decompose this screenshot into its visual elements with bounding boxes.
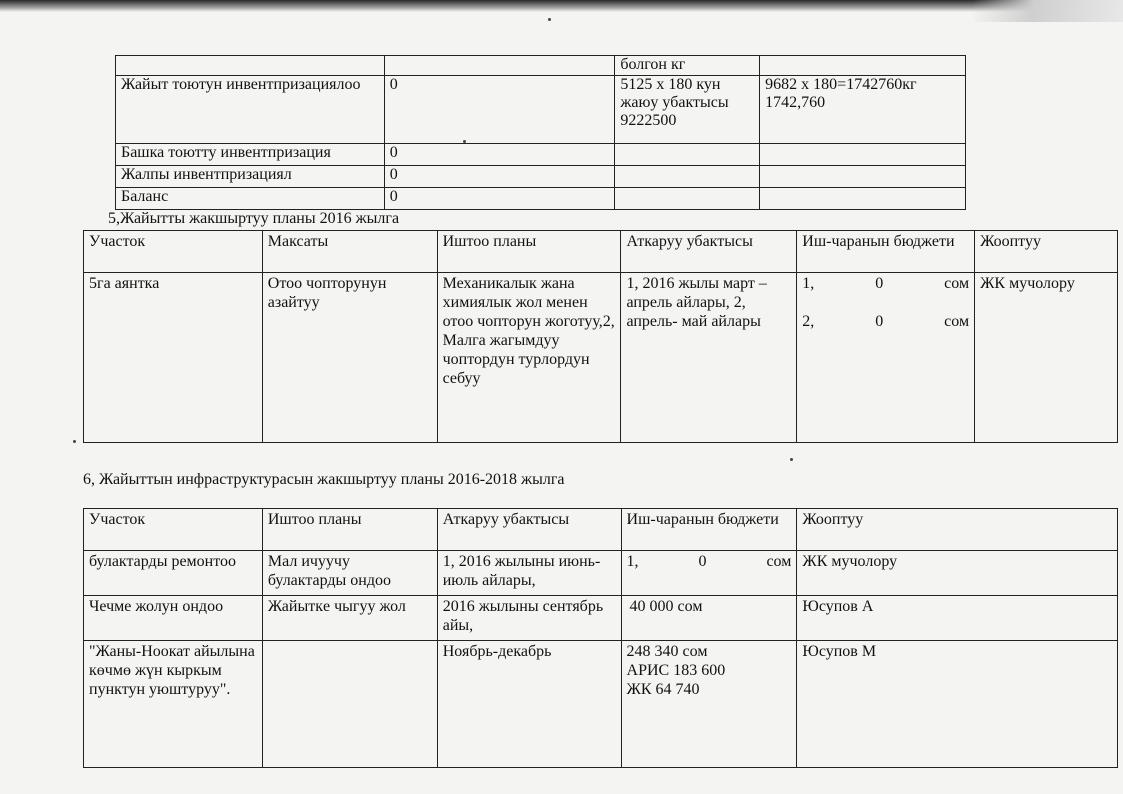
table-cell [760, 166, 966, 188]
table-cell: 9682 х 180=1742760кг 1742,760 [760, 76, 966, 144]
table-cell: 0 [384, 76, 615, 144]
table-row [116, 76, 966, 144]
plan-cell: Жайыткe чыгуу жол [262, 596, 437, 641]
column-header: Аткаруу убактысы [621, 231, 797, 273]
table-cell [615, 188, 760, 210]
table-cell: 5125 х 180 кун жаюу убактысы 9222500 [615, 76, 760, 144]
scan-speck [790, 458, 793, 461]
table-cell [615, 144, 760, 166]
table-header-row [84, 231, 1118, 273]
column-header: Иштоо планы [437, 231, 621, 273]
table-cell [760, 144, 966, 166]
table-cell [116, 56, 385, 76]
budget-cell [621, 641, 797, 768]
column-header: Жооптуу [975, 231, 1118, 273]
budget-item-number: 2, [802, 313, 815, 330]
budget-line-2 [802, 312, 969, 331]
budget-currency: сом [944, 313, 970, 330]
budget-currency: сом [944, 275, 970, 292]
scan-speck [73, 440, 76, 443]
inventory-table [115, 55, 966, 210]
plan-cell: Мал ичуучу булактарды ондоо [262, 551, 437, 596]
table-row [116, 56, 966, 76]
table-row [84, 273, 1118, 443]
responsible-cell: Юсупов А [797, 596, 1118, 641]
budget-item-number: 1, [802, 275, 815, 292]
table-cell: Жайыт тоютун инвентпризациялоо [116, 76, 385, 144]
table-cell: Башка тоютту инвентпризация [116, 144, 385, 166]
budget-amount: 40 000 сом [629, 598, 703, 615]
budget-amount: 0 [875, 313, 884, 330]
table-row [116, 144, 966, 166]
budget-line-1 [802, 274, 969, 293]
column-header: Участок [84, 231, 263, 273]
column-header: Иш-чаранын бюджети [797, 231, 975, 273]
scan-speck [548, 18, 551, 21]
table-cell: болгон кг [615, 56, 760, 76]
table-cell: 0 [384, 188, 615, 210]
budget-line: 248 340 сом [626, 643, 708, 660]
plan-cell [262, 641, 437, 768]
budget-line-1 [627, 552, 792, 571]
table-row [84, 596, 1118, 641]
pasture-improvement-table [83, 230, 1118, 443]
column-header: Иш-чаранын бюджети [621, 509, 797, 551]
column-header: Жооптуу [797, 509, 1118, 551]
budget-cell [797, 273, 975, 443]
responsible-cell: Юсупов М [797, 641, 1118, 768]
table-row [84, 551, 1118, 596]
scan-top-edge [0, 0, 1123, 12]
time-cell: 2016 жылыны сентябрь айы, [437, 596, 621, 641]
budget-amount: 0 [698, 553, 707, 570]
budget-line: АРИС 183 600 [626, 662, 726, 679]
time-cell: 1, 2016 жылыны июнь- июль айлары, [437, 551, 621, 596]
table-row [84, 641, 1118, 768]
table-cell [615, 166, 760, 188]
area-cell: "Жаны-Ноокат айылына көчмө жүн кыркым пунктун уюштуруу". [84, 641, 263, 768]
table-cell [384, 56, 615, 76]
time-cell: Ноябрь-декабрь [437, 641, 621, 768]
area-cell: 5га аянтка [84, 273, 263, 443]
budget-cell [621, 551, 797, 596]
budget-currency: сом [766, 553, 792, 570]
table-row [116, 188, 966, 210]
area-cell: Чечме жолун ондоо [84, 596, 263, 641]
responsible-cell: ЖК мучолору [975, 273, 1118, 443]
time-cell: 1, 2016 жылы март – апрель айлары, 2, апрель- май айлары [621, 273, 797, 443]
scan-page-fold [973, 0, 1123, 22]
budget-amount: 0 [875, 275, 884, 292]
table-cell: Баланс [116, 188, 385, 210]
table-header-row [84, 509, 1118, 551]
column-header: Максаты [262, 231, 437, 273]
table-cell [760, 188, 966, 210]
table-cell: 0 [384, 166, 615, 188]
column-header: Участок [84, 509, 263, 551]
table-cell: 0 [384, 144, 615, 166]
column-header: Иштоо планы [262, 509, 437, 551]
budget-line: ЖК 64 740 [626, 681, 700, 698]
section-5-heading: 5,Жайытты жакшыртуу планы 2016 жылга [108, 210, 400, 227]
plan-cell: Механикалык жана химиялык жол менен отоо чопторун жоготуу,2, Малга жагымдуу чоптордун турлордун себуу [437, 273, 621, 443]
table-row [116, 166, 966, 188]
infrastructure-table [83, 508, 1118, 768]
table-cell: Жалпы инвентпризациял [116, 166, 385, 188]
table-cell [760, 56, 966, 76]
budget-cell [621, 596, 797, 641]
section-6-heading: 6, Жайыттын инфраструктурасын жакшыртуу планы 2016-2018 жылга [83, 471, 565, 488]
budget-item-number: 1, [626, 553, 639, 570]
column-header: Аткаруу убактысы [437, 509, 621, 551]
goal-cell: Отоо чопторунун азайтуу [262, 273, 437, 443]
responsible-cell: ЖК мучолору [797, 551, 1118, 596]
area-cell: булактарды ремонтоо [84, 551, 263, 596]
